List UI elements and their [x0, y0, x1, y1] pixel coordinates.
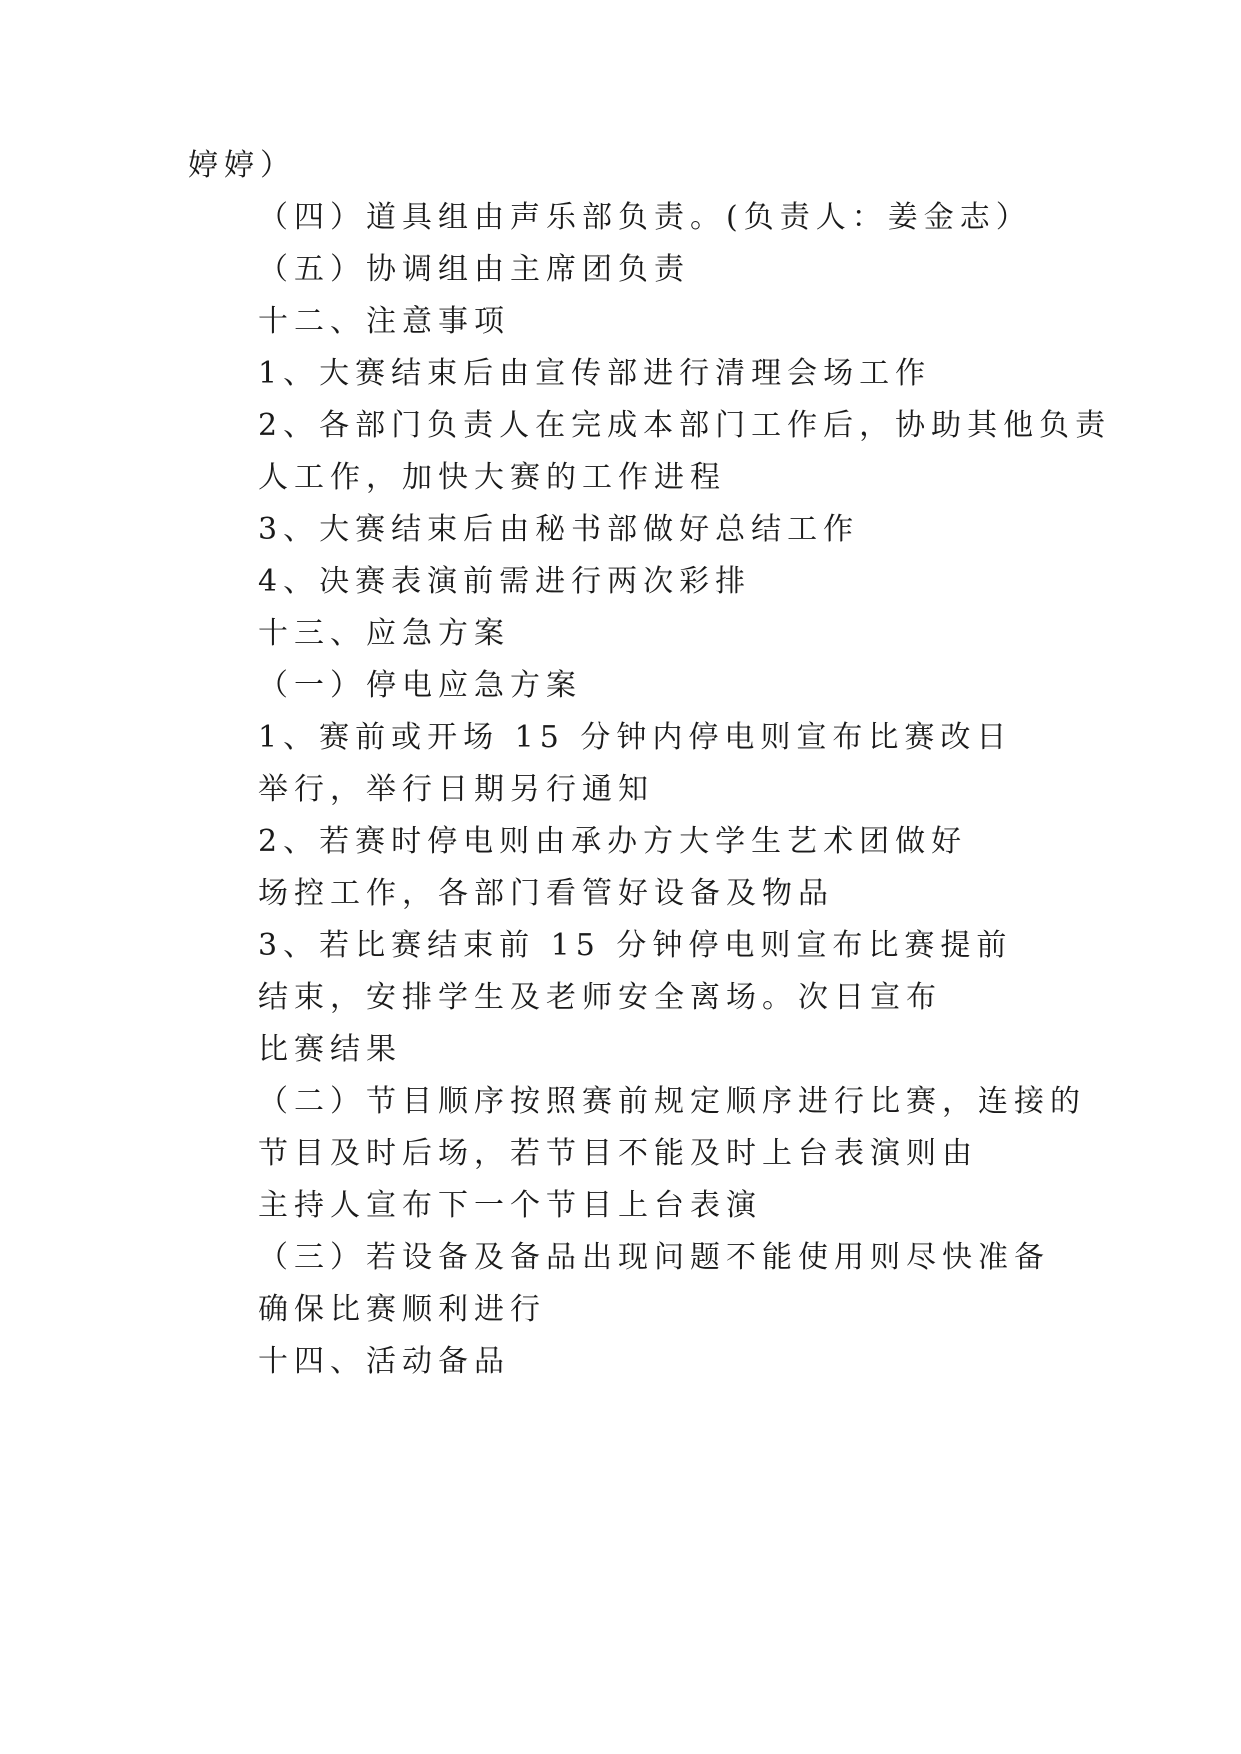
text-line: 结束，安排学生及老师安全离场。次日宣布: [258, 980, 942, 1015]
text-line: 4、决赛表演前需进行两次彩排: [258, 564, 752, 599]
section-heading: 十二、注意事项: [258, 304, 510, 339]
text-line: （二）节目顺序按照赛前规定顺序进行比赛，连接的: [258, 1084, 1086, 1119]
text-line: （四）道具组由声乐部负责。(负责人：姜金志）: [258, 200, 1032, 235]
text-line: 人工作，加快大赛的工作进程: [258, 460, 726, 495]
text-line: 婷婷）: [188, 148, 296, 183]
text-line: （一）停电应急方案: [258, 668, 582, 703]
text-line: 3、若比赛结束前 15 分钟停电则宣布比赛提前: [258, 928, 1013, 963]
text-line: 确保比赛顺利进行: [258, 1292, 546, 1327]
text-line: 2、若赛时停电则由承办方大学生艺术团做好: [258, 824, 968, 859]
text-line: 场控工作，各部门看管好设备及物品: [258, 876, 834, 911]
text-line: 主持人宣布下一个节目上台表演: [258, 1188, 762, 1223]
text-line: 2、各部门负责人在完成本部门工作后，协助其他负责: [258, 408, 1112, 443]
text-line: （三）若设备及备品出现问题不能使用则尽快准备: [258, 1240, 1050, 1275]
text-line: 1、大赛结束后由宣传部进行清理会场工作: [258, 356, 932, 391]
text-line: （五）协调组由主席团负责: [258, 252, 690, 287]
text-line: 举行，举行日期另行通知: [258, 772, 654, 807]
section-heading: 十三、应急方案: [258, 616, 510, 651]
text-line: 3、大赛结束后由秘书部做好总结工作: [258, 512, 860, 547]
text-line: 比赛结果: [258, 1032, 402, 1067]
text-line: 1、赛前或开场 15 分钟内停电则宣布比赛改日: [258, 720, 1013, 755]
text-line: 节目及时后场，若节目不能及时上台表演则由: [258, 1136, 978, 1171]
section-heading: 十四、活动备品: [258, 1344, 510, 1379]
